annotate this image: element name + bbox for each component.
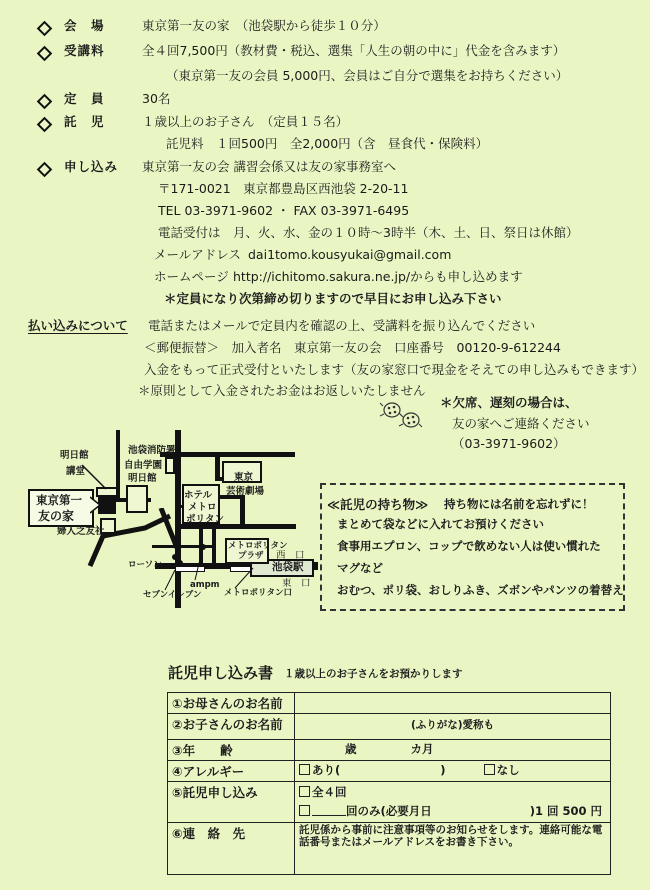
absence-line-3: （03-3971-9602） [452,436,566,451]
apply-label: ⑤託児申し込み [168,782,295,823]
capacity-label: 定 員 [64,91,105,106]
email-link[interactable]: dai1tomo.kousyukai@gmail.com [248,247,452,262]
belongings-subtitle: 持ち物には名前を忘れずに！ [444,497,594,511]
capacity-value: 30名 [142,91,171,106]
allergy-yes-label: あり( [312,763,341,777]
belongings-item: 食事用エプロン、コップで飲めない人は使い慣れた [337,539,601,553]
diamond-bullet-icon [37,162,53,178]
application-value: 東京第一友の会 講習会係又は友の家事務室へ [142,159,396,174]
payment-line-4: ＊原則として入金されたお金はお返しいたしません [138,383,426,398]
form-subtitle: １歳以上のお子さんをお預かりします [284,668,463,680]
apply-all-label: 全４回 [312,785,347,799]
form-title: 託児申し込み書 [168,664,274,682]
form-row-contact [168,823,611,875]
belongings-box [320,483,625,611]
fee-note: （東京第一友の会員 5,000円、会員はご自分で選集をお持ちください） [166,68,569,83]
contact-label: ⑥連 絡 先 [168,823,295,875]
child-name-hint: (ふりがな)愛称も [410,719,495,731]
contact-field[interactable] [295,823,611,875]
diamond-bullet-icon [37,94,53,110]
contact-note: 託児係から事前に注意事項等のお知らせをします。連絡可能な電話番号またはメールアドレスをお書き下さい。 [299,824,603,848]
payment-heading: 払い込みについて [28,318,128,333]
absence-line-1: ＊欠席、遅刻の場合は、 [440,395,578,410]
payment-line-2: ＜郵便振替＞ 加入者名 東京第一友の会 口座番号 00120-9-612244 [144,340,561,355]
venue-callout: 東京第一 友の家 [28,489,94,527]
form-row-allergy [168,761,611,782]
form-row-child [168,714,611,740]
email-label: メールアドレス [154,247,241,262]
belongings-title: ≪託児の持ち物≫ [327,497,429,512]
session-count-field[interactable] [312,805,346,816]
payment-line-1: 電話またはメールで定員内を確認の上、受講料を振り込んでください [148,318,536,333]
form-row-apply [168,782,611,823]
venue-label: 会 場 [64,18,105,33]
ladybug-icon [397,408,423,430]
child-name-label: ②お子さんのお名前 [168,714,295,740]
childcare-fee: 託児料 １回500円 全2,000円（含 昼食代・保険料） [166,136,489,151]
tel-fax: TEL 03-3971-9602 ・ FAX 03-3971-6495 [158,203,410,218]
age-label: ③年 齢 [168,740,295,761]
childcare-label: 託 児 [64,114,105,129]
phone-hours: 電話受付は 月、火、水、金の１０時～3時半（木、土、日、祭日は休館） [158,225,579,240]
apply-price: )1 回 500 円 [529,804,602,818]
mother-name-field[interactable] [295,693,611,714]
belongings-item: マグなど [337,561,383,575]
childcare-application-form [167,692,611,875]
allergy-no-checkbox[interactable] [484,764,495,775]
payment-line-3: 入金をもって正式受付といたします（友の家窓口で現金をそえての申し込みもできます） [144,362,645,377]
allergy-yes-checkbox[interactable] [299,764,310,775]
years-unit: 歳 [345,742,357,756]
allergy-label: ④アレルギー [168,761,295,782]
absence-line-2: 友の家へご連絡ください [452,416,590,431]
fee-value: 全４回7,500円（教材費・税込、選集「人生の朝の中に」代金を含みます） [142,43,566,58]
belongings-item: おむつ、ポリ袋、おしりふき、ズボンやパンツの着替え [337,583,624,597]
apply-all-checkbox[interactable] [299,786,310,797]
address: 〒171-0021 東京都豊島区西池袋 2-20-11 [158,181,409,196]
apply-partial-checkbox[interactable] [299,805,310,816]
application-label: 申し込み [64,159,119,174]
homepage-label: ホームページ [154,269,229,284]
age-field[interactable] [295,740,611,761]
fee-label: 受講料 [64,43,105,58]
venue-value: 東京第一友の家 （池袋駅から徒歩１０分） [142,18,386,33]
allergy-no-label: なし [496,763,520,777]
diamond-bullet-icon [37,117,53,133]
child-name-field[interactable] [295,714,611,740]
diamond-bullet-icon [37,21,53,37]
belongings-item: まとめて袋などに入れてお預けください [337,517,544,531]
homepage-link[interactable]: http://ichitomo.sakura.ne.jp/からも申し込めます [233,269,523,284]
form-row-age [168,740,611,761]
apply-partial-label: 回のみ(必要月日 [346,804,432,818]
fire-station-building [165,457,175,474]
months-unit: カ月 [410,742,434,756]
diamond-bullet-icon [37,46,53,62]
mother-name-label: ①お母さんのお名前 [168,693,295,714]
childcare-value: １歳以上のお子さん （定員１５名） [142,114,349,129]
form-row-mother [168,693,611,714]
apply-field [295,782,611,823]
allergy-field: あり( ) なし [295,761,611,782]
deadline-note: ＊定員になり次第締め切りますので早目にお申し込み下さい [164,291,502,306]
jiyu-gakuen-building [126,485,148,513]
ikebukuro-station: 池袋駅 [250,559,314,577]
